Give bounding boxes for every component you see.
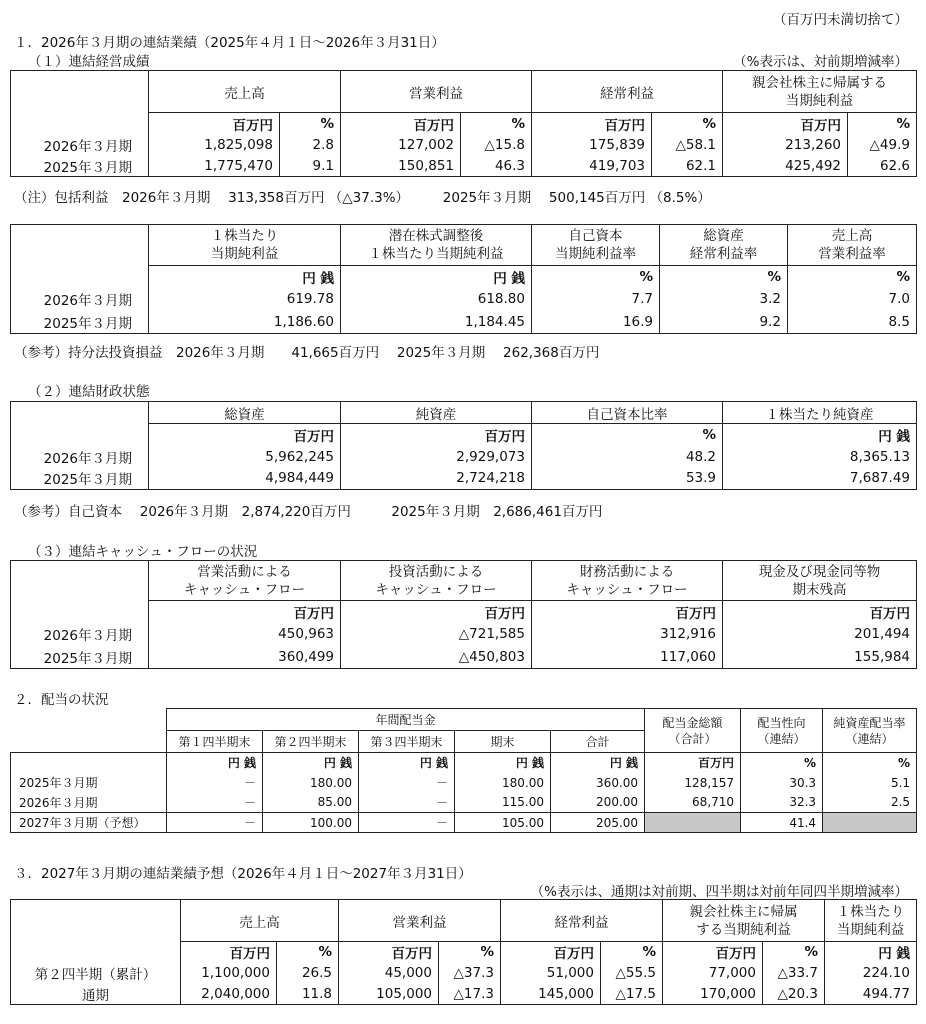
header-doe: 純資産配当率 （連結） <box>823 709 917 753</box>
unit-cell: 百万円 <box>341 113 461 135</box>
table-row: 2026年３月期 450,963 △721,585 312,916 201,494 <box>11 623 917 646</box>
unit-cell: 円 銭 <box>455 753 551 773</box>
unit-cell: 円 銭 <box>149 266 341 288</box>
unit-cell: % <box>660 266 788 288</box>
header-net-assets: 純資産 <box>341 402 532 424</box>
cash-flow-table <box>10 560 917 669</box>
table-row: 2026年３月期 － 85.00 － 115.00 200.00 68,710 32.3 2.5 <box>11 793 917 813</box>
unit-cell: 百万円 <box>532 601 723 623</box>
header-ordinary-income: 経常利益 <box>532 71 723 113</box>
unit-cell: 円 銭 <box>359 753 455 773</box>
unit-cell: % <box>280 113 341 135</box>
row-label: 2025年３月期 <box>11 773 167 793</box>
unit-cell: 百万円 <box>723 113 848 135</box>
table-row: 2026年３月期 619.78 618.80 7.7 3.2 7.0 <box>11 288 917 311</box>
header-total-dividends: 配当金総額 （合計） <box>645 709 741 753</box>
section3-title: ３．2027年３月期の連結業績予想（2026年４月１日～2027年３月31日） <box>14 866 472 882</box>
header-net-income: 親会社株主に帰属する 当期純利益 <box>723 71 917 113</box>
header-eps: １株当たり 当期純利益 <box>149 225 341 266</box>
table-row: 2026年３月期 5,962,245 2,929,073 48.2 8,365.13 <box>11 446 917 468</box>
row-label: 2026年３月期 <box>11 793 167 813</box>
section1-sub2: （２）連結財政状態 <box>28 384 150 400</box>
header-annual-dividends: 年間配当金 <box>167 709 645 731</box>
header-q1: 第１四半期末 <box>167 731 263 753</box>
row-label: 通期 <box>11 984 181 1005</box>
row-label: 2026年３月期 <box>11 623 149 646</box>
row-label: 2026年３月期 <box>11 288 149 311</box>
unit-cell: 百万円 <box>181 942 277 963</box>
header-year-end: 期末 <box>455 731 551 753</box>
header-operating-income: 営業利益 <box>341 71 532 113</box>
row-label: 2025年３月期 <box>11 156 149 177</box>
section2-title: ２．配当の状況 <box>14 692 109 708</box>
comprehensive-income-note: （注）包括利益 2026年３月期 313,358百万円 （△37.3%） 2025年３月期 500,145百万円 （8.5%） <box>14 190 711 206</box>
shaded-cell <box>645 813 741 833</box>
unit-cell: 百万円 <box>341 424 532 446</box>
header-financing-cf: 財務活動による キャッシュ・フロー <box>532 561 723 601</box>
unit-cell: % <box>652 113 723 135</box>
unit-cell: 百万円 <box>341 601 532 623</box>
shaded-cell <box>823 813 917 833</box>
table-row: 2025年３月期 1,186.60 1,184.45 16.9 9.2 8.5 <box>11 311 917 334</box>
header-cash-balance: 現金及び現金同等物 期末残高 <box>723 561 917 601</box>
header-sales: 売上高 <box>149 71 341 113</box>
header-roa: 総資産 経常利益率 <box>660 225 788 266</box>
table-row: 通期 2,040,000 11.8 105,000 △17.3 145,000 △17.5 170,000 △20.3 494.77 <box>11 984 917 1005</box>
section1-sub1-note: （%表示は、対前期増減率） <box>733 54 908 70</box>
row-label: 2027年３月期（予想） <box>11 813 167 833</box>
header-total-assets: 総資産 <box>149 402 341 424</box>
header-eps: １株当たり 当期純利益 <box>825 900 917 942</box>
unit-cell: 百万円 <box>149 424 341 446</box>
unit-cell: 円 銭 <box>825 942 917 963</box>
unit-cell: 百万円 <box>663 942 763 963</box>
unit-cell: 百万円 <box>149 601 341 623</box>
unit-cell: 百万円 <box>339 942 439 963</box>
unit-cell: % <box>532 266 660 288</box>
unit-cell: 百万円 <box>532 113 652 135</box>
section1-sub3: （３）連結キャッシュ・フローの状況 <box>28 544 258 560</box>
unit-cell: 百万円 <box>645 753 741 773</box>
unit-cell: % <box>763 942 825 963</box>
table-row: 2025年３月期 360,499 △450,803 117,060 155,984 <box>11 646 917 669</box>
row-label: 2026年３月期 <box>11 135 149 156</box>
row-label: 2026年３月期 <box>11 446 149 468</box>
header-q3: 第３四半期末 <box>359 731 455 753</box>
financial-position-table <box>10 401 917 490</box>
table-row: 第２四半期（累計） 1,100,000 26.5 45,000 △37.3 51,000 △55.5 77,000 △33.7 224.10 <box>11 963 917 984</box>
table-row: 2025年３月期 4,984,449 2,724,218 53.9 7,687.49 <box>11 468 917 490</box>
unit-cell: % <box>532 424 723 446</box>
unit-cell: 百万円 <box>723 601 917 623</box>
row-label: 2025年３月期 <box>11 646 149 669</box>
unit-cell: % <box>439 942 501 963</box>
header-equity-ratio: 自己資本比率 <box>532 402 723 424</box>
header-total: 合計 <box>551 731 645 753</box>
unit-cell: 円 銭 <box>263 753 359 773</box>
header-roe: 自己資本 当期純利益率 <box>532 225 660 266</box>
unit-cell: 円 銭 <box>723 424 917 446</box>
table-row: 2026年３月期 1,825,098 2.8 127,002 △15.8 175,839 △58.1 213,260 △49.9 <box>11 135 917 156</box>
unit-cell: 百万円 <box>501 942 601 963</box>
per-share-table <box>10 224 917 334</box>
unit-cell: % <box>741 753 823 773</box>
unit-cell: % <box>601 942 663 963</box>
unit-cell: 円 銭 <box>167 753 263 773</box>
header-q2: 第２四半期末 <box>263 731 359 753</box>
unit-cell: % <box>461 113 532 135</box>
table-row: 2027年３月期（予想） － 100.00 － 105.00 205.00 41.4 <box>11 813 917 833</box>
unit-cell: 円 銭 <box>341 266 532 288</box>
dividends-table <box>10 708 917 833</box>
header-operating-income: 営業利益 <box>339 900 501 942</box>
header-ordinary-income: 経常利益 <box>501 900 663 942</box>
unit-cell: 円 銭 <box>551 753 645 773</box>
header-sales: 売上高 <box>181 900 339 942</box>
header-payout-ratio: 配当性向 （連結） <box>741 709 823 753</box>
equity-note: （参考）自己資本 2026年３月期 2,874,220百万円 2025年３月期 2,686,461百万円 <box>14 504 603 520</box>
header-bps: １株当たり純資産 <box>723 402 917 424</box>
unit-cell: % <box>823 753 917 773</box>
row-label: 2025年３月期 <box>11 311 149 334</box>
row-label: 第２四半期（累計） <box>11 963 181 984</box>
header-operating-margin: 売上高 営業利益率 <box>788 225 917 266</box>
header-note: （百万円未満切捨て） <box>773 12 908 28</box>
section1-sub1: （１）連結経営成績 <box>28 54 150 70</box>
row-label: 2025年３月期 <box>11 468 149 490</box>
unit-cell: % <box>277 942 339 963</box>
header-net-income: 親会社株主に帰属 する当期純利益 <box>663 900 825 942</box>
section3-note: （%表示は、通期は対前期、四半期は対前年同四半期増減率） <box>530 884 908 900</box>
header-diluted-eps: 潜在株式調整後 １株当たり当期純利益 <box>341 225 532 266</box>
section1-title: １．2026年３月期の連結業績（2025年４月１日～2026年３月31日） <box>14 35 445 51</box>
unit-cell: 百万円 <box>149 113 280 135</box>
table-row: 2025年３月期 － 180.00 － 180.00 360.00 128,157 30.3 5.1 <box>11 773 917 793</box>
unit-cell: % <box>848 113 917 135</box>
forecast-table <box>10 899 917 1005</box>
unit-cell: % <box>788 266 917 288</box>
table-row: 2025年３月期 1,775,470 9.1 150,851 46.3 419,703 62.1 425,492 62.6 <box>11 156 917 177</box>
header-investing-cf: 投資活動による キャッシュ・フロー <box>341 561 532 601</box>
operating-results-table <box>10 70 917 177</box>
equity-method-note: （参考）持分法投資損益 2026年３月期 41,665百万円 2025年３月期 262,368百万円 <box>14 345 600 361</box>
header-operating-cf: 営業活動による キャッシュ・フロー <box>149 561 341 601</box>
